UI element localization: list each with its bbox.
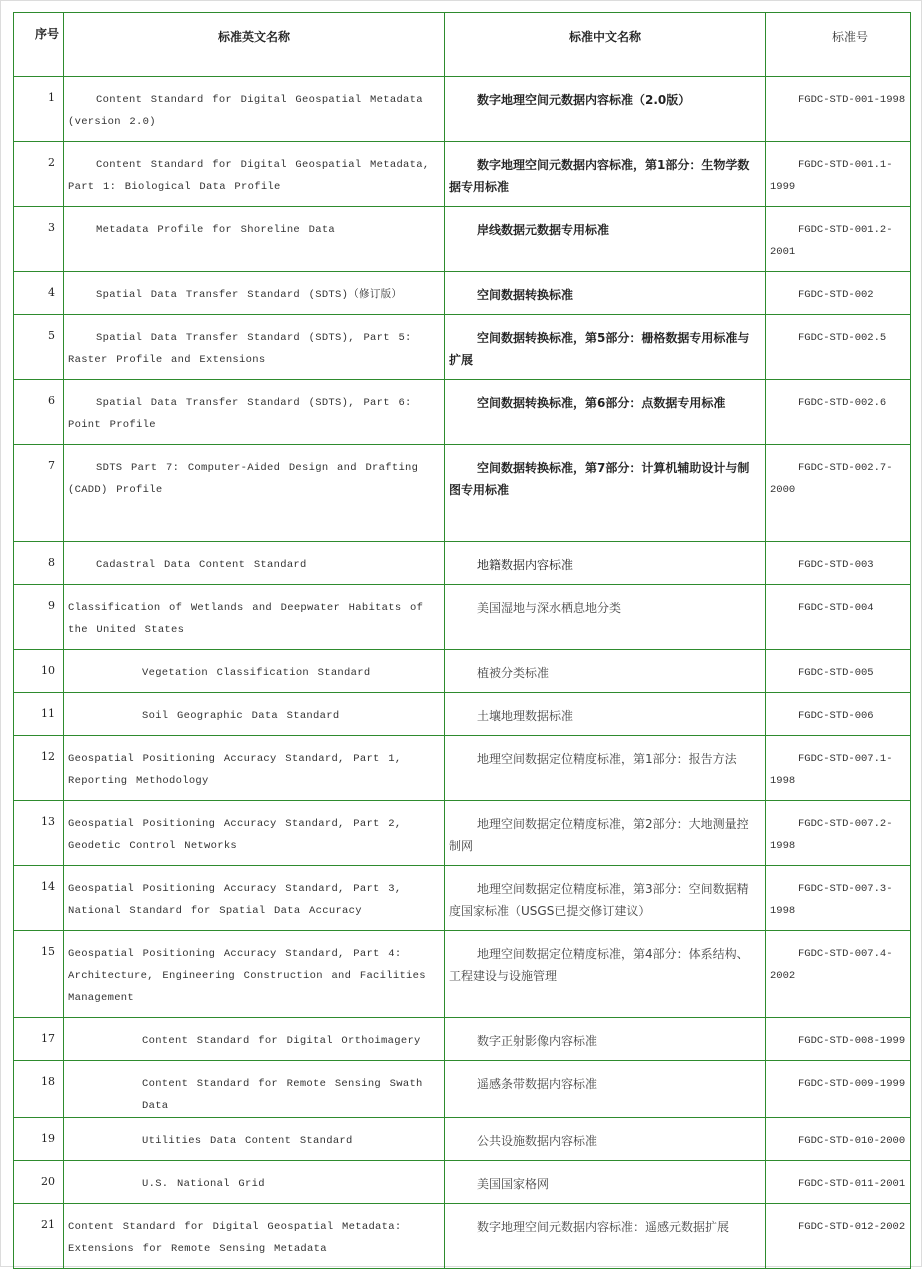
english-name-cell: [64, 931, 445, 1018]
english-name: Utilities Data Content Standard: [142, 1135, 353, 1147]
standards-table: [13, 12, 911, 1269]
table-row: [14, 1061, 911, 1118]
standard-number-cell: [766, 1018, 911, 1061]
chinese-name-cell: [445, 1161, 766, 1204]
standard-number-cell: [766, 931, 911, 1018]
chinese-name-cell: [445, 272, 766, 315]
chinese-name: 数字地理空间元数据内容标准（2.0版）: [477, 93, 691, 107]
standard-number: FGDC-STD-007.3-1998: [770, 883, 893, 917]
table-row: [14, 380, 911, 445]
table-row: [14, 736, 911, 801]
chinese-name-cell: [445, 736, 766, 801]
chinese-name-cell: [445, 1061, 766, 1118]
standard-number-cell: [766, 1161, 911, 1204]
chinese-name-cell: [445, 585, 766, 650]
standard-number: FGDC-STD-002.5: [798, 332, 887, 344]
standard-number-cell: [766, 693, 911, 736]
english-name: Geospatial Positioning Accuracy Standard, Part 2, Geodetic Control Networks: [68, 818, 402, 852]
chinese-name-cell: [445, 866, 766, 931]
chinese-name-cell: [445, 445, 766, 542]
english-name: Soil Geographic Data Standard: [142, 710, 340, 722]
chinese-name-cell: [445, 542, 766, 585]
english-name-cell: [64, 1161, 445, 1204]
header-english-name: 标准英文名称: [64, 13, 445, 77]
row-number: 17: [14, 1018, 64, 1061]
standard-number-cell: [766, 1204, 911, 1269]
english-name-cell: [64, 445, 445, 542]
row-number: 9: [14, 585, 64, 650]
english-name-cell: [64, 585, 445, 650]
row-number: 19: [14, 1118, 64, 1161]
english-name-cell: [64, 801, 445, 866]
chinese-name-cell: [445, 693, 766, 736]
table-row: [14, 1161, 911, 1204]
table-row: [14, 801, 911, 866]
row-number: 5: [14, 315, 64, 380]
row-number: 4: [14, 272, 64, 315]
english-name-cell: [64, 650, 445, 693]
standard-number-cell: [766, 585, 911, 650]
row-number: 12: [14, 736, 64, 801]
table-row: [14, 77, 911, 142]
english-name: Metadata Profile for Shoreline Data: [96, 224, 336, 236]
standard-number-cell: [766, 207, 911, 272]
standard-number: FGDC-STD-007.4-2002: [770, 948, 893, 982]
standard-number: FGDC-STD-001-1998: [798, 94, 906, 106]
standard-number: FGDC-STD-010-2000: [798, 1135, 906, 1147]
english-name-cell: [64, 542, 445, 585]
english-name: Geospatial Positioning Accuracy Standard, Part 4: Architecture, Engineering Construction and Facilities Management: [68, 948, 426, 1004]
standard-number: FGDC-STD-007.2-1998: [770, 818, 893, 852]
standard-number-cell: [766, 1061, 911, 1118]
english-name-cell: [64, 142, 445, 207]
chinese-name: 地理空间数据定位精度标准，第1部分：报告方法: [477, 752, 737, 766]
chinese-name: 地理空间数据定位精度标准，第4部分：体系结构、工程建设与设施管理: [449, 947, 749, 983]
standard-number: FGDC-STD-002: [798, 289, 874, 301]
standard-number-cell: [766, 445, 911, 542]
standard-number-cell: [766, 801, 911, 866]
english-name: Spatial Data Transfer Standard (SDTS), Part 6: Point Profile: [68, 397, 412, 431]
chinese-name: 植被分类标准: [477, 666, 550, 680]
table-row: [14, 693, 911, 736]
english-name: Content Standard for Digital Geospatial Metadata: Extensions for Remote Sensing Metadata: [68, 1221, 402, 1255]
chinese-name-cell: [445, 801, 766, 866]
table-header-row: [14, 13, 911, 77]
standard-number: FGDC-STD-003: [798, 559, 874, 571]
header-standard-number: 标准号: [766, 13, 911, 77]
chinese-name: 空间数据转换标准，第6部分：点数据专用标准: [477, 396, 726, 410]
standard-number: FGDC-STD-002.6: [798, 397, 887, 409]
english-name-cell: [64, 380, 445, 445]
standard-number-cell: [766, 650, 911, 693]
standard-number-cell: [766, 380, 911, 445]
table-row: [14, 315, 911, 380]
chinese-name-cell: [445, 931, 766, 1018]
chinese-name: 美国湿地与深水栖息地分类: [477, 601, 622, 615]
standard-number-cell: [766, 1118, 911, 1161]
row-number: 2: [14, 142, 64, 207]
header-no: 序号: [14, 13, 64, 77]
english-name: Classification of Wetlands and Deepwater Habitats of the United States: [68, 602, 424, 636]
english-name-cell: [64, 736, 445, 801]
english-name: Geospatial Positioning Accuracy Standard, Part 3, National Standard for Spatial Data Accuracy: [68, 883, 402, 917]
english-name: Content Standard for Digital Orthoimagery: [142, 1035, 421, 1047]
standard-number: FGDC-STD-006: [798, 710, 874, 722]
standard-number: FGDC-STD-002.7-2000: [770, 462, 893, 496]
row-number: 8: [14, 542, 64, 585]
english-name: Content Standard for Digital Geospatial Metadata, Part 1: Biological Data Profile: [68, 159, 430, 193]
chinese-name-cell: [445, 142, 766, 207]
row-number: 15: [14, 931, 64, 1018]
chinese-name: 地理空间数据定位精度标准，第2部分：大地测量控制网: [449, 817, 749, 853]
english-name: Geospatial Positioning Accuracy Standard, Part 1, Reporting Methodology: [68, 753, 402, 787]
table-row: [14, 445, 911, 542]
table-row: [14, 931, 911, 1018]
row-number: 14: [14, 866, 64, 931]
english-name: Spatial Data Transfer Standard (SDTS)（修订版）: [96, 289, 403, 301]
table-row: [14, 1204, 911, 1269]
english-name: Spatial Data Transfer Standard (SDTS), Part 5: Raster Profile and Extensions: [68, 332, 412, 366]
standard-number: FGDC-STD-009-1999: [798, 1078, 906, 1090]
table-row: [14, 142, 911, 207]
standard-number-cell: [766, 866, 911, 931]
row-number: 20: [14, 1161, 64, 1204]
english-name: Content Standard for Digital Geospatial Metadata (version 2.0): [68, 94, 423, 128]
table-row: [14, 650, 911, 693]
english-name-cell: [64, 207, 445, 272]
chinese-name: 地理空间数据定位精度标准，第3部分：空间数据精度国家标准（USGS已提交修订建议）: [449, 882, 749, 918]
english-name-cell: [64, 315, 445, 380]
chinese-name: 遥感条带数据内容标准: [477, 1077, 598, 1091]
standard-number-cell: [766, 272, 911, 315]
row-number: 21: [14, 1204, 64, 1269]
row-number: 13: [14, 801, 64, 866]
chinese-name: 空间数据转换标准，第7部分：计算机辅助设计与制图专用标准: [449, 461, 750, 497]
table-row: [14, 866, 911, 931]
english-name: Vegetation Classification Standard: [142, 667, 371, 679]
chinese-name-cell: [445, 77, 766, 142]
chinese-name: 岸线数据元数据专用标准: [477, 223, 610, 237]
row-number: 6: [14, 380, 64, 445]
chinese-name-cell: [445, 1204, 766, 1269]
chinese-name: 空间数据转换标准: [477, 288, 574, 302]
standard-number: FGDC-STD-007.1-1998: [770, 753, 893, 787]
standard-number: FGDC-STD-001.2-2001: [770, 224, 893, 258]
chinese-name-cell: [445, 1018, 766, 1061]
english-name: Cadastral Data Content Standard: [96, 559, 307, 571]
chinese-name-cell: [445, 1118, 766, 1161]
english-name-cell: [64, 1204, 445, 1269]
standard-number: FGDC-STD-012-2002: [798, 1221, 906, 1233]
standard-number: FGDC-STD-001.1-1999: [770, 159, 893, 193]
english-name-cell: [64, 693, 445, 736]
table-row: [14, 207, 911, 272]
standard-number-cell: [766, 315, 911, 380]
row-number: 18: [14, 1061, 64, 1118]
english-name-cell: [64, 866, 445, 931]
standard-number: FGDC-STD-005: [798, 667, 874, 679]
standard-number: FGDC-STD-008-1999: [798, 1035, 906, 1047]
row-number: 10: [14, 650, 64, 693]
chinese-name: 数字地理空间元数据内容标准，第1部分：生物学数据专用标准: [449, 158, 750, 194]
header-chinese-name: 标准中文名称: [445, 13, 766, 77]
chinese-name: 空间数据转换标准，第5部分：栅格数据专用标准与扩展: [449, 331, 750, 367]
standard-number-cell: [766, 542, 911, 585]
table-row: [14, 1018, 911, 1061]
chinese-name: 公共设施数据内容标准: [477, 1134, 598, 1148]
english-name-cell: [64, 1061, 445, 1118]
chinese-name-cell: [445, 207, 766, 272]
table-row: [14, 585, 911, 650]
standard-number: FGDC-STD-004: [798, 602, 874, 614]
row-number: 7: [14, 445, 64, 542]
chinese-name: 土壤地理数据标准: [477, 709, 574, 723]
row-number: 3: [14, 207, 64, 272]
table-row: [14, 1118, 911, 1161]
chinese-name: 数字地理空间元数据内容标准：遥感元数据扩展: [477, 1220, 730, 1234]
row-number: 11: [14, 693, 64, 736]
english-name: SDTS Part 7: Computer-Aided Design and Drafting (CADD) Profile: [68, 462, 419, 496]
chinese-name-cell: [445, 380, 766, 445]
table-row: [14, 272, 911, 315]
english-name-cell: [64, 1018, 445, 1061]
table-row: [14, 542, 911, 585]
chinese-name-cell: [445, 650, 766, 693]
chinese-name: 地籍数据内容标准: [477, 558, 574, 572]
chinese-name-cell: [445, 315, 766, 380]
row-number: 1: [14, 77, 64, 142]
english-name-cell: [64, 77, 445, 142]
chinese-name: 数字正射影像内容标准: [477, 1034, 598, 1048]
english-name: U.S. National Grid: [142, 1178, 265, 1190]
standard-number-cell: [766, 736, 911, 801]
standard-number-cell: [766, 142, 911, 207]
english-name-cell: [64, 1118, 445, 1161]
standard-number-cell: [766, 77, 911, 142]
english-name-cell: [64, 272, 445, 315]
standard-number: FGDC-STD-011-2001: [798, 1178, 906, 1190]
chinese-name: 美国国家格网: [477, 1177, 550, 1191]
english-name: Content Standard for Remote Sensing Swath Data: [142, 1078, 423, 1112]
